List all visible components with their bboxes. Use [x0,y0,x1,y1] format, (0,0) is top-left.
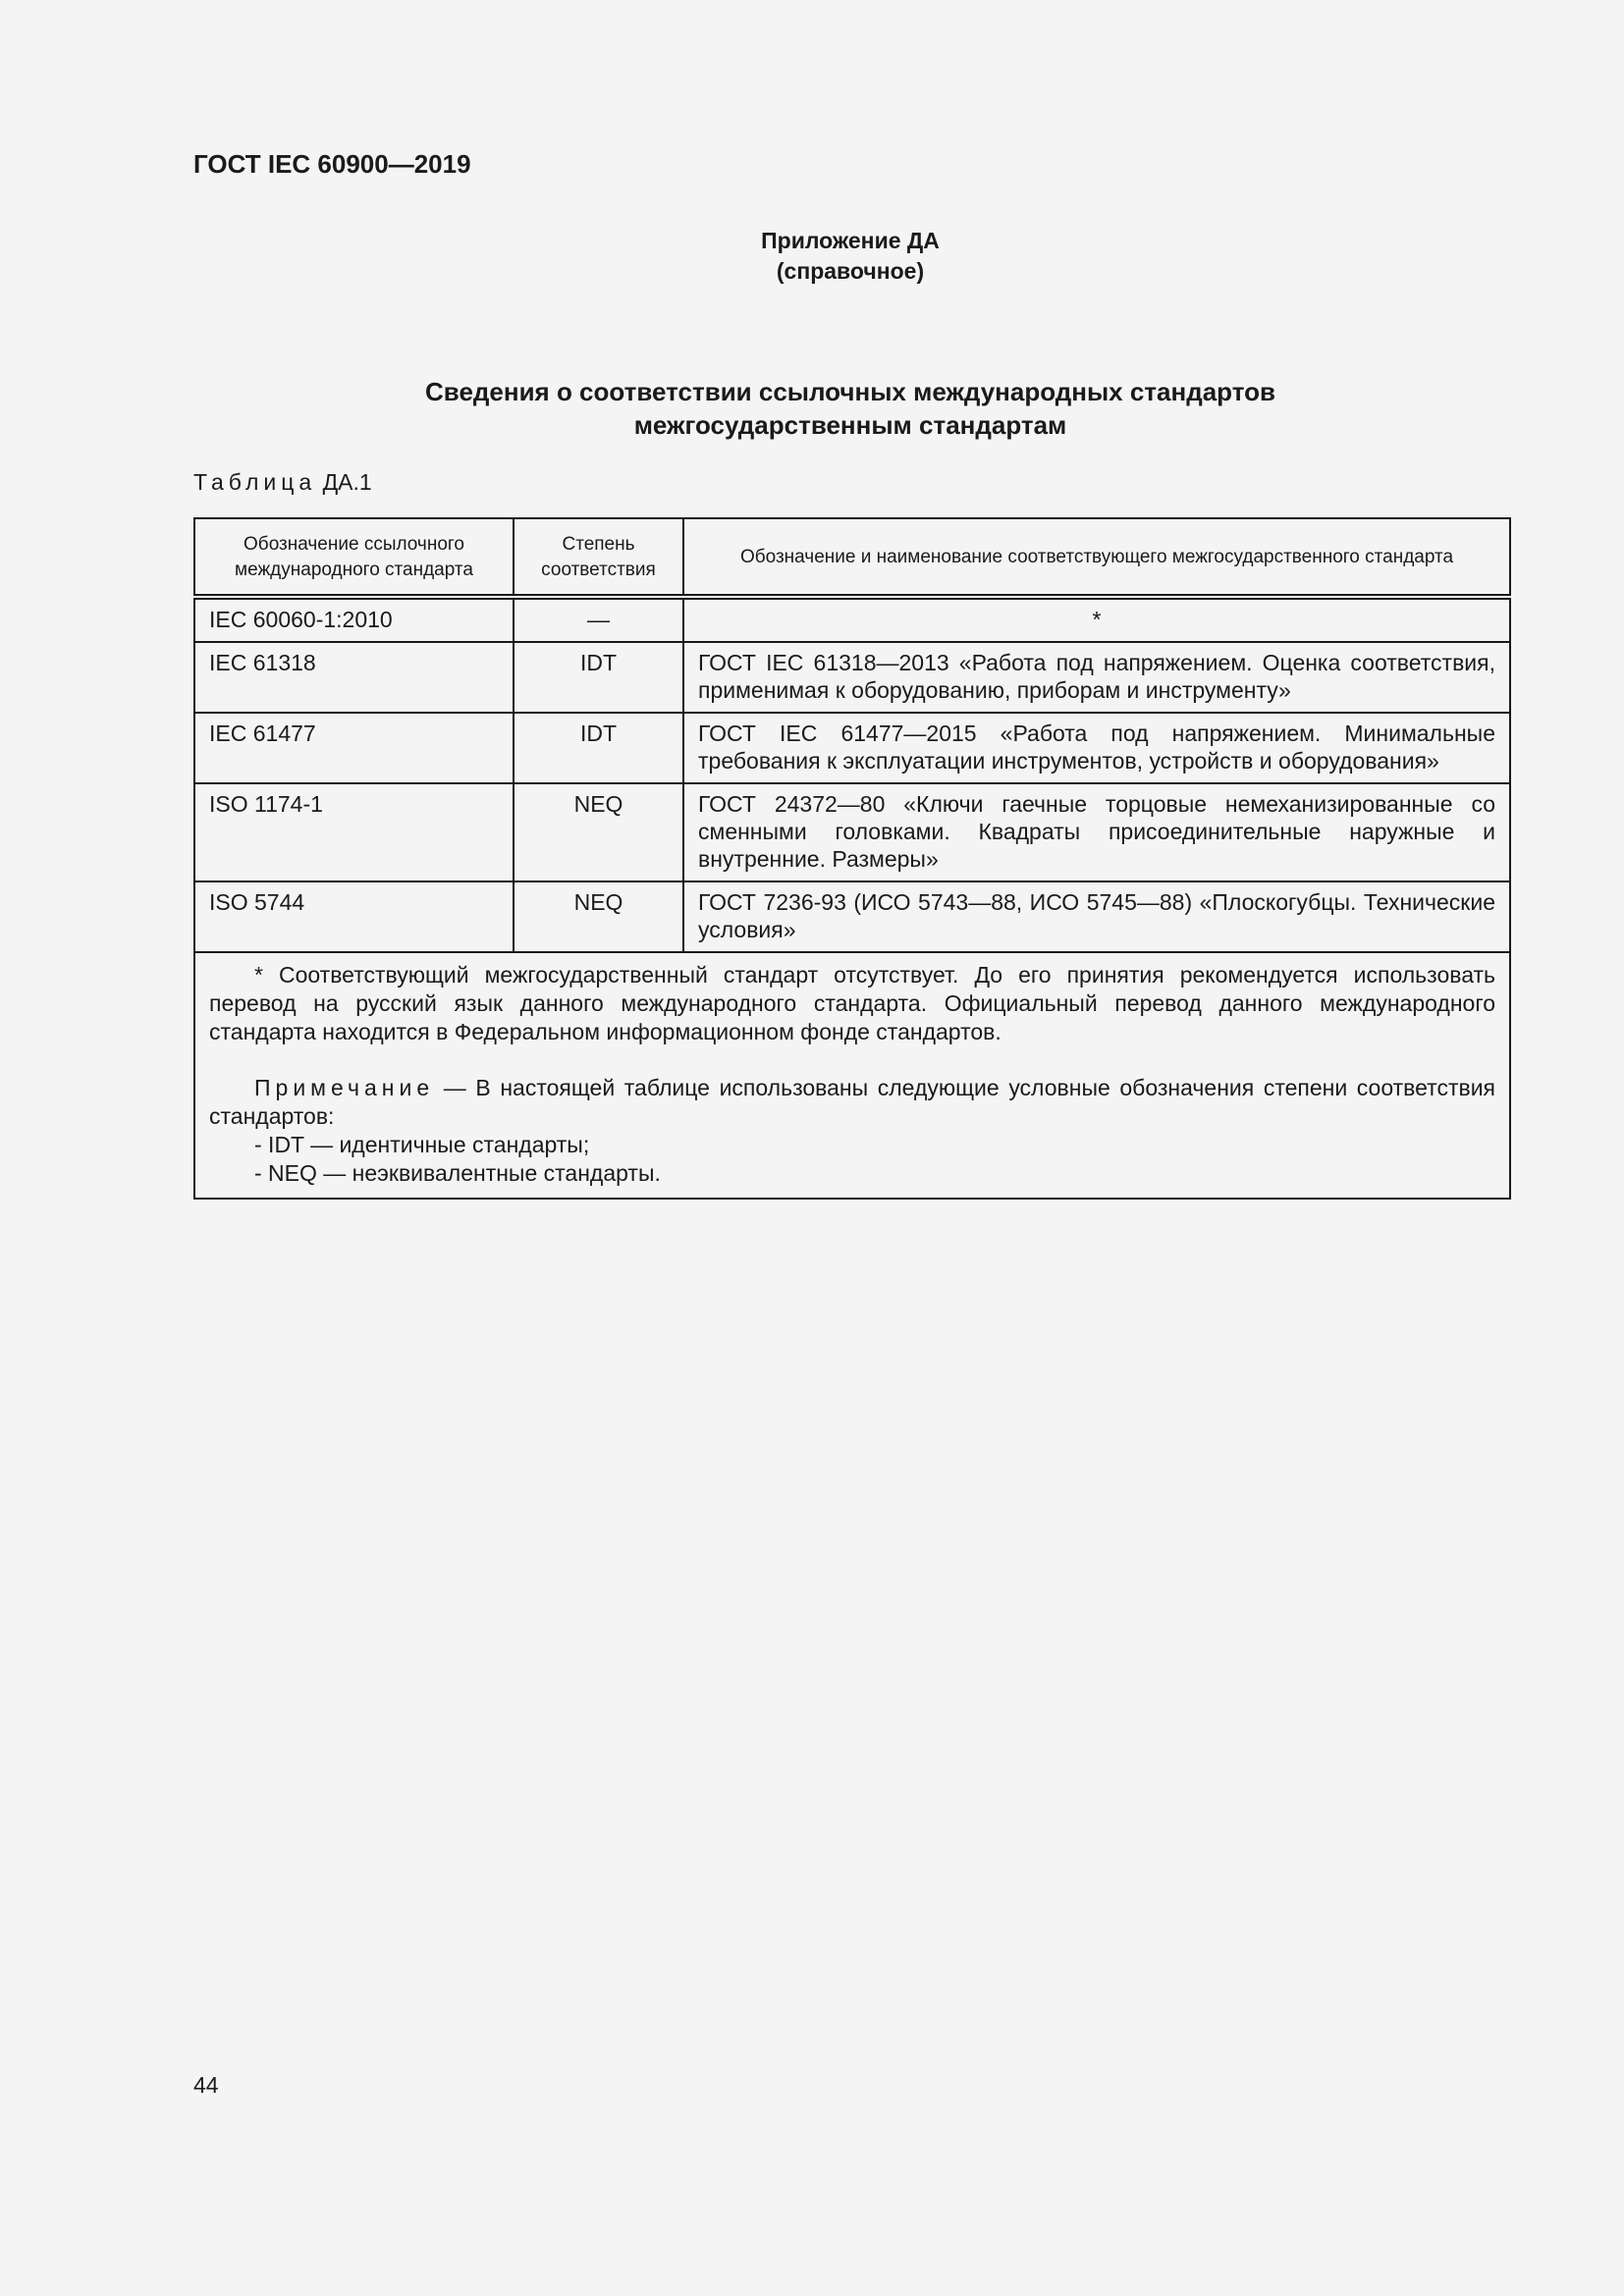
table-row [194,713,1510,783]
note-list-item: - NEQ — неэквивалентные стандарты. [254,1160,661,1186]
header-national-standard: Обозначение и наименование соответствующего межгосударственного стандарта [683,518,1510,597]
national-standard-cell: ГОСТ 24372—80 «Ключи гаечные торцовые немеханизированные со сменными головками. Квадраты присоединительные наружные и внутренние. Размеры» [683,783,1510,881]
header-intl-standard: Обозначение ссылочного международного стандарта [194,518,514,597]
section-title-line-1: Сведения о соответствии ссылочных международных стандартов [425,377,1275,406]
national-standard-cell: * [683,597,1510,642]
intl-standard-cell: IEC 61477 [194,713,514,783]
table-row [194,881,1510,952]
table-row [194,783,1510,881]
table-row [194,642,1510,713]
table-caption [193,469,372,496]
degree-cell: IDT [514,713,683,783]
header-degree: Степень соответствия [514,518,683,597]
correspondence-table [193,517,1511,1200]
degree-cell: — [514,597,683,642]
appendix-heading [193,226,1507,287]
section-title [193,375,1507,442]
national-standard-cell: ГОСТ IEC 61477—2015 «Работа под напряжением. Минимальные требования к эксплуатации инструментов, устройств и оборудования» [683,713,1510,783]
document-id: ГОСТ IEC 60900—2019 [193,149,471,179]
note-list [209,1131,1495,1188]
table-caption-number: ДА.1 [322,469,372,495]
footnote-text: * Соответствующий межгосударственный стандарт отсутствует. До его принятия рекомендуется использовать перевод на русский язык данного международного стандарта. Официальный перевод данного международного стандарта находится в Федеральном информационном фонде стандартов. [209,962,1495,1044]
note-list-item: - IDT — идентичные стандарты; [254,1132,590,1157]
intl-standard-cell: IEC 61318 [194,642,514,713]
national-standard-cell: ГОСТ IEC 61318—2013 «Работа под напряжением. Оценка соответствия, применимая к оборудованию, приборам и инструменту» [683,642,1510,713]
section-title-line-2: межгосударственным стандартам [633,410,1067,440]
footnote-cell [194,952,1510,1199]
appendix-title: Приложение ДА [761,228,940,253]
national-standard-cell: ГОСТ 7236-93 (ИСО 5743—88, ИСО 5745—88) «Плоскогубцы. Технические условия» [683,881,1510,952]
table-row [194,597,1510,642]
note-text: — В настоящей таблице использованы следующие условные обозначения степени соответствия стандартов: [209,1075,1495,1129]
table-footnote-row [194,952,1510,1199]
degree-cell: NEQ [514,783,683,881]
intl-standard-cell: IEC 60060-1:2010 [194,597,514,642]
note-label: Примечание [254,1075,435,1100]
page-number: 44 [193,2072,219,2098]
table-caption-word: Таблица [193,469,317,495]
table-header-row [194,518,1510,597]
degree-cell: IDT [514,642,683,713]
note-paragraph [209,1074,1495,1131]
intl-standard-cell: ISO 1174-1 [194,783,514,881]
degree-cell: NEQ [514,881,683,952]
appendix-subtitle: (справочное) [776,258,925,284]
intl-standard-cell: ISO 5744 [194,881,514,952]
